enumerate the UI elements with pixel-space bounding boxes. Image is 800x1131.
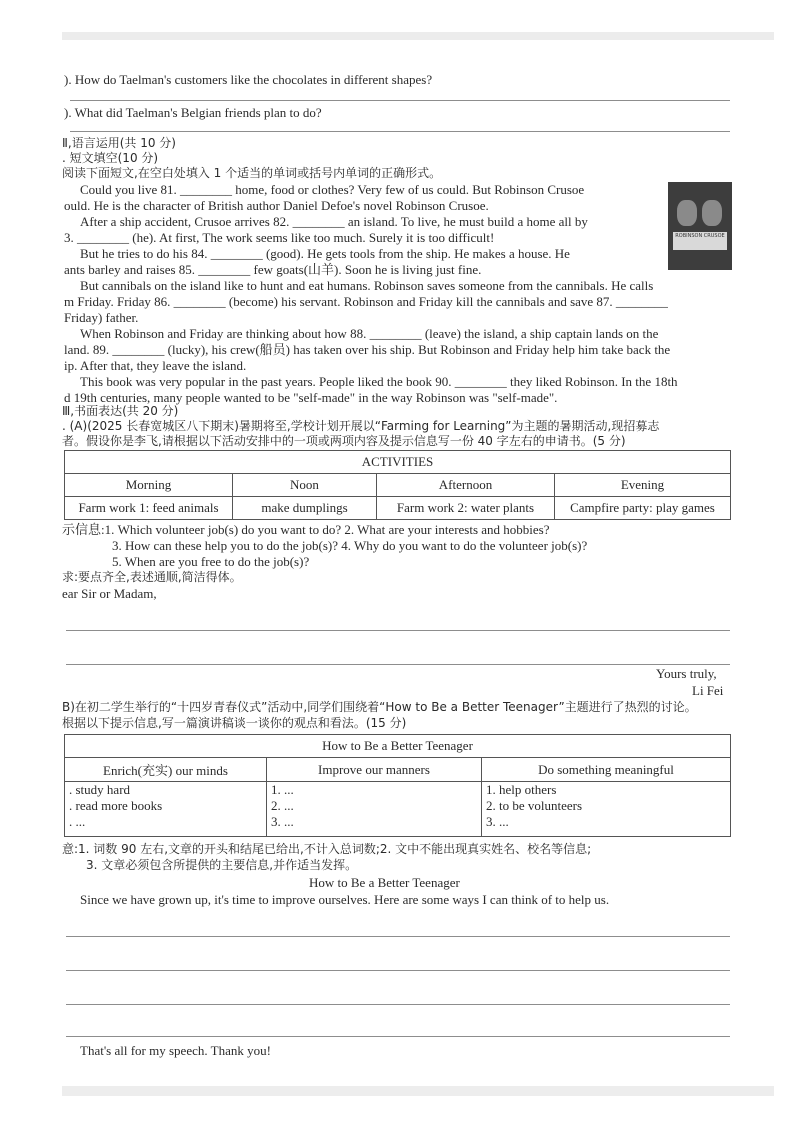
hint-line: 5. When are you free to do the job(s)? bbox=[112, 554, 310, 569]
cloze-line: 3. ________ (he). At first, The work seems like too much. Surely it is too difficult! bbox=[64, 230, 495, 245]
question-friends: ). What did Taelman's Belgian friends plan to do? bbox=[64, 105, 322, 120]
activities-table bbox=[64, 450, 731, 520]
teenager-table-header: Improve our manners bbox=[267, 758, 482, 782]
essay-title: How to Be a Better Teenager bbox=[309, 875, 460, 890]
activities-header: Morning bbox=[65, 474, 233, 497]
answer-line bbox=[70, 100, 730, 101]
cloze-line: d 19th centuries, many people wanted to be "self-made" in the way Robinson was "self-made". bbox=[64, 390, 558, 405]
essay-closing: That's all for my speech. Thank you! bbox=[80, 1043, 271, 1058]
list-item: . ... bbox=[69, 814, 86, 829]
cloze-line: But cannibals on the island like to hunt and eat humans. Robinson saves someone from the cannibals. He calls bbox=[80, 278, 654, 293]
teenager-table-col bbox=[267, 782, 482, 837]
cloze-line: When Robinson and Friday are thinking about how 88. ________ (leave) the island, a ship captain lands on the bbox=[80, 326, 659, 341]
essay-opening: Since we have grown up, it's time to improve ourselves. Here are some ways I can think of to help us. bbox=[80, 892, 610, 907]
activities-cell: Campfire party: play games bbox=[555, 497, 731, 520]
book-cover-image bbox=[668, 182, 732, 270]
writing-line bbox=[66, 1036, 730, 1037]
cloze-line: ip. After that, they leave the island. bbox=[64, 358, 247, 373]
activities-cell: make dumplings bbox=[233, 497, 377, 520]
activities-cell: Farm work 1: feed animals bbox=[65, 497, 233, 520]
cloze-line: ould. He is the character of British author Daniel Defoe's novel Robinson Crusoe. bbox=[64, 198, 489, 213]
task-b-prompt: 根据以下提示信息,写一篇演讲稿谈一谈你的观点和看法。(15 分) bbox=[62, 716, 407, 730]
question-shapes: ). How do Taelman's customers like the chocolates in different shapes? bbox=[64, 72, 433, 87]
teenager-table-header: Do something meaningful bbox=[482, 758, 731, 782]
teenager-table-col bbox=[482, 782, 731, 837]
cloze-line: This book was very popular in the past years. People liked the book 90. ________ they liked Robinson. In the 18th bbox=[80, 374, 678, 389]
writing-requirement: 求:要点齐全,表述通顺,简洁得体。 bbox=[62, 570, 242, 584]
list-item: . study hard bbox=[69, 782, 131, 797]
letter-greeting: ear Sir or Madam, bbox=[62, 586, 157, 601]
cloze-instruction: 阅读下面短文,在空白处填入 1 个适当的单词或括号内单词的正确形式。 bbox=[62, 166, 442, 180]
activities-title: ACTIVITIES bbox=[65, 451, 731, 474]
list-item: 3. ... bbox=[271, 814, 294, 829]
teenager-table-title: How to Be a Better Teenager bbox=[65, 735, 731, 758]
list-item: 1. help others bbox=[486, 782, 557, 797]
answer-line bbox=[70, 131, 730, 132]
cloze-line: After a ship accident, Crusoe arrives 82. ________ an island. To live, he must build a home all by bbox=[80, 214, 588, 229]
letter-signature: Li Fei bbox=[692, 683, 724, 698]
teenager-table bbox=[64, 734, 731, 837]
letter-closing: Yours truly, bbox=[656, 666, 717, 681]
portrait-figure bbox=[677, 200, 697, 226]
section-heading-writing: Ⅲ,书面表达(共 20 分) bbox=[62, 404, 179, 418]
activities-header: Evening bbox=[555, 474, 731, 497]
writing-line bbox=[66, 1004, 730, 1005]
list-item: 2. to be volunteers bbox=[486, 798, 583, 813]
cloze-line: But he tries to do his 84. ________ (good). He gets tools from the ship. He makes a house. He bbox=[80, 246, 570, 261]
section-subheading-cloze: . 短文填空(10 分) bbox=[62, 151, 159, 165]
list-item: 3. ... bbox=[486, 814, 509, 829]
hint-line: 示信息:1. Which volunteer job(s) do you want to do? 2. What are your interests and hobbies? bbox=[62, 522, 550, 537]
task-a-prompt: 者。假设你是李飞,请根据以下活动安排中的一项或两项内容及提示信息写一份 40 字左右的申请书。(5 分) bbox=[62, 434, 626, 448]
activities-header: Noon bbox=[233, 474, 377, 497]
list-item: 1. ... bbox=[271, 782, 294, 797]
portrait-figure bbox=[702, 200, 722, 226]
section-heading-language: Ⅱ,语言运用(共 10 分) bbox=[62, 136, 176, 150]
cloze-line: m Friday. Friday 86. ________ (become) his servant. Robinson and Friday kill the cannibals and save 87. ________ bbox=[64, 294, 668, 309]
task-a-prompt: . (A)(2025 长春宽城区八下期末)暑期将至,学校计划开展以“Farming for Learning”为主题的暑期活动,现招募志 bbox=[62, 419, 660, 433]
writing-line bbox=[66, 970, 730, 971]
scan-edge-top bbox=[62, 32, 774, 40]
writing-line bbox=[66, 936, 730, 937]
writing-line bbox=[66, 664, 730, 665]
cloze-line: land. 89. ________ (lucky), his crew(船员) has taken over his ship. But Robinson and Friday help him take back the bbox=[64, 342, 671, 357]
teenager-table-col bbox=[65, 782, 267, 837]
cloze-line: Friday) father. bbox=[64, 310, 139, 325]
cloze-line: Could you live 81. ________ home, food or clothes? Very few of us could. But Robinson Crusoe bbox=[80, 182, 585, 197]
scan-edge-bottom bbox=[62, 1086, 774, 1096]
writing-note: 意:1. 词数 90 左右,文章的开头和结尾已给出,不计入总词数;2. 文中不能出现真实姓名、校名等信息; bbox=[62, 842, 592, 856]
task-b-prompt: B)在初二学生举行的“十四岁青春仪式”活动中,同学们围绕着“How to Be a Better Teenager”主题进行了热烈的讨论。 bbox=[62, 700, 697, 714]
teenager-table-header: Enrich(充实) our minds bbox=[65, 758, 267, 782]
list-item: 2. ... bbox=[271, 798, 294, 813]
activities-header: Afternoon bbox=[377, 474, 555, 497]
hint-line: 3. How can these help you to do the job(s)? 4. Why do you want to do the volunteer job(s)? bbox=[112, 538, 588, 553]
writing-line bbox=[66, 630, 730, 631]
cloze-line: ants barley and raises 85. ________ few goats(山羊). Soon he is living just fine. bbox=[64, 262, 482, 277]
book-cover-title: ROBINSON CRUSOE bbox=[673, 232, 727, 250]
writing-note: 3. 文章必须包含所提供的主要信息,并作适当发挥。 bbox=[86, 858, 358, 872]
activities-cell: Farm work 2: water plants bbox=[377, 497, 555, 520]
list-item: . read more books bbox=[69, 798, 163, 813]
